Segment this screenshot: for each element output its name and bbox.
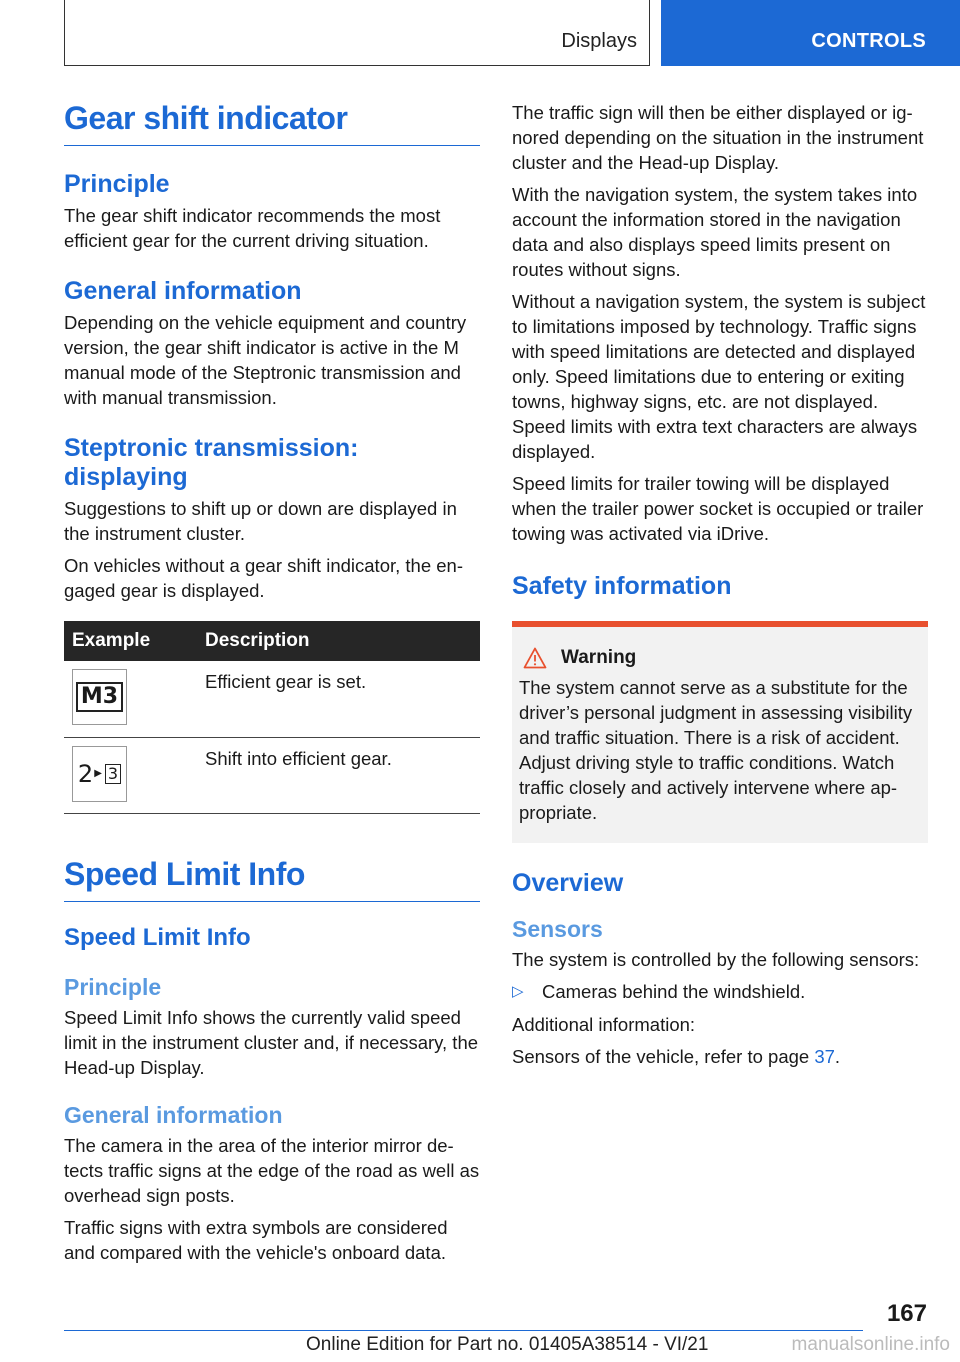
gear-from-label: 2 [77,759,94,788]
gear-m3-label: M3 [76,682,123,712]
speed-principle-text: Speed Limit Info shows the currently valid speed limit in the instrument cluster and, if necessary, the Head-up Display. [64,1006,479,1078]
table-cell-description: Efficient gear is set. [195,661,480,737]
gear-shift-up-icon [72,746,127,802]
left-column [64,100,480,1272]
section-title-speed-limit: Speed Limit Info [64,856,480,902]
steptronic-text-1: Suggestions to shift up or down are displayed in the instrument cluster. [64,498,457,544]
steptronic-text-2: On vehicles without a gear shift indicator, the engaged gear is displayed. [64,555,464,601]
table-cell-icon [64,661,195,737]
heading-principle: Principle [64,170,170,198]
header-chapter-tab[interactable] [661,0,960,66]
heading-sensors: Sensors [512,916,603,942]
watermark: manualsonline.info [791,1334,950,1355]
header-section-title: Displays [561,30,637,52]
table-header-row [64,621,480,661]
right-text-4: Speed limits for trailer towing will be displayed when the trailer power socket is occupied or trailer towing was activated via iDrive. [512,473,924,544]
page-number: 167 [886,1300,927,1327]
general-text: Depending on the vehicle equipment and country version, the gear shift indicator is active in the M manual mode of the Steptronic transmission and with manual transmission. [64,312,467,408]
warning-header [523,647,922,669]
footer-edition-text: Online Edition for Part no. 01405A38514 - VI/21 [306,1334,709,1355]
warning-text: The system cannot serve as a substitute for the driver’s personal judgment in assessing visibility and traffic situation. There is a risk of accident. Adjust driving style to traffic conditions. Watch traffic closely and actively intervene where appropriate. [519,677,913,823]
bullet-text: Cameras behind the windshield. [542,981,806,1002]
warning-box [512,621,928,843]
right-text-3: Without a navigation system, the system is subject to limitations imposed by technology. Traffic signs with speed limitations are detected and displayed only. Speed limitations due to entering or exiting towns, highway signs, etc. are not displayed. Speed limits with extra text characters are always displayed. [512,291,926,462]
table-header-example: Example [64,621,195,661]
heading-steptronic: Steptronic transmission: displaying [64,434,359,491]
warning-triangle-icon [523,647,547,669]
speed-general-text-1: The camera in the area of the interior mirror detects traffic signs at the edge of the road as well as overhead sign posts. [64,1134,480,1206]
heading-general-information: General information [64,277,302,305]
heading-speed-general: General information [64,1101,283,1128]
footer-divider [64,1330,863,1331]
sensors-reference [512,1044,928,1069]
page-header [0,0,960,66]
additional-info-label: Additional information: [512,1014,696,1035]
header-section-box [64,0,650,66]
principle-text: The gear shift indicator recommends the most efficient gear for the current driving situation. [64,205,441,251]
table-cell-icon [64,737,195,813]
heading-speed-limit-info: Speed Limit Info [64,923,251,951]
table-row [64,737,480,813]
heading-safety-information: Safety information [512,572,732,600]
right-text-2: With the navigation system, the system takes into account the information stored in the navigation data and also displays speed limits present on routes without signs. [512,184,918,280]
sensors-reference-suffix: . [834,1046,841,1067]
page-link-37[interactable]: 37 [814,1046,835,1067]
bullet-triangle-icon: ▷ [512,983,524,1000]
section-title-gear-shift: Gear shift indicator [64,100,480,146]
heading-speed-principle: Principle [64,973,162,1000]
heading-overview: Overview [512,869,624,897]
sensors-text: The system is controlled by the following sensors: [512,949,920,970]
sensors-reference-text: Sensors of the vehicle, refer to page [512,1046,815,1067]
table-row [64,661,480,737]
right-text-1: The traffic sign will then be either displayed or ignored depending on the situation in the instrument cluster and the Head-up Display. [512,102,924,173]
shift-arrow-icon: ▶ [94,768,102,779]
table-header-description: Description [195,621,480,661]
table-cell-description: Shift into efficient gear. [195,737,480,813]
list-item [512,979,928,1004]
warning-label: Warning [561,647,637,668]
gear-indicator-table [64,621,480,814]
gear-to-label: 3 [105,764,121,784]
speed-limit-section [64,856,480,1265]
header-chapter-label: CONTROLS [811,30,926,52]
right-column [512,100,928,1076]
speed-general-text-2: Traffic signs with extra symbols are considered and compared with the vehicle's onboard data. [64,1216,448,1263]
gear-m3-icon [72,669,127,725]
